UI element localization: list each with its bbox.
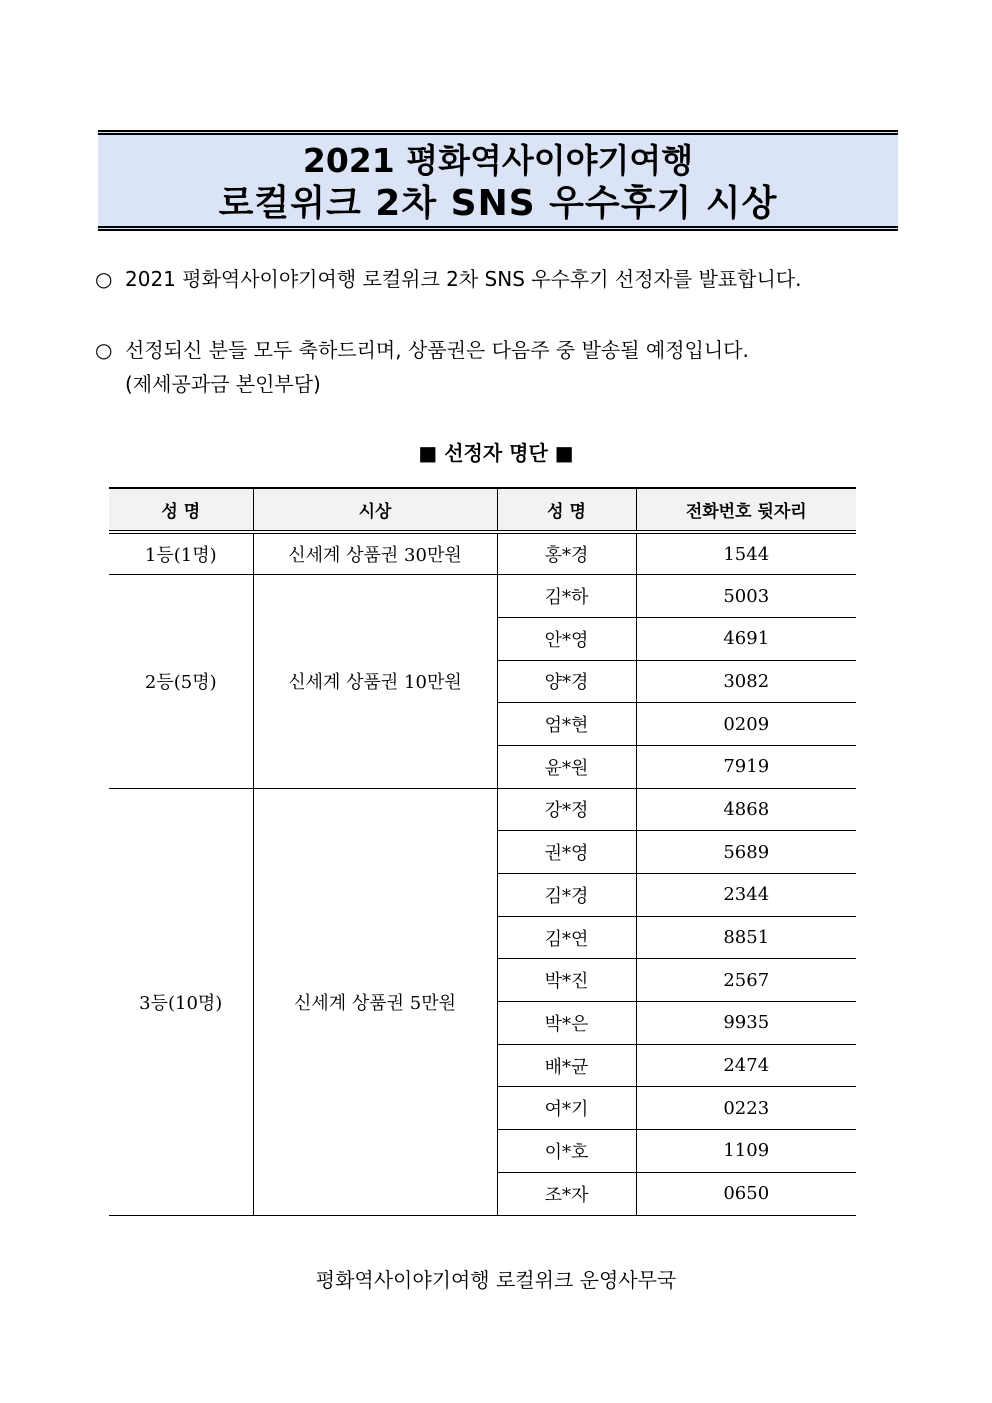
phone-suffix-cell: 0223 bbox=[636, 1087, 856, 1130]
notice-text: 선정되신 분들 모두 축하드리며, 상품권은 다음주 중 발송될 예정입니다. bbox=[125, 338, 749, 362]
phone-suffix-cell: 4691 bbox=[636, 617, 856, 660]
phone-suffix-cell: 2344 bbox=[636, 874, 856, 917]
winner-name-cell: 김*경 bbox=[497, 874, 636, 917]
table-row bbox=[109, 575, 856, 618]
winner-name-cell: 윤*원 bbox=[497, 745, 636, 788]
winners-table-body bbox=[109, 532, 856, 1215]
header-phone: 전화번호 뒷자리 bbox=[636, 488, 856, 532]
phone-suffix-cell: 7919 bbox=[636, 745, 856, 788]
rank-cell: 1등(1명) bbox=[109, 532, 253, 575]
phone-suffix-cell: 1109 bbox=[636, 1130, 856, 1173]
winner-name-cell: 안*영 bbox=[497, 617, 636, 660]
table-header-row bbox=[109, 488, 856, 532]
header-prize: 시상 bbox=[253, 488, 497, 532]
winner-name-cell: 여*기 bbox=[497, 1087, 636, 1130]
phone-suffix-cell: 4868 bbox=[636, 788, 856, 831]
winner-name-cell: 김*연 bbox=[497, 916, 636, 959]
winner-name-cell: 강*정 bbox=[497, 788, 636, 831]
winner-name-cell: 김*하 bbox=[497, 575, 636, 618]
phone-suffix-cell: 8851 bbox=[636, 916, 856, 959]
notice-tax-note: (제세공과금 본인부담) bbox=[125, 372, 321, 396]
phone-suffix-cell: 5003 bbox=[636, 575, 856, 618]
phone-suffix-cell: 0650 bbox=[636, 1172, 856, 1215]
winner-name-cell: 조*자 bbox=[497, 1172, 636, 1215]
circle-bullet-icon: ○ bbox=[95, 267, 113, 291]
notice-text: 2021 평화역사이야기여행 로컬위크 2차 SNS 우수후기 선정자를 발표합니다. bbox=[125, 267, 802, 291]
phone-suffix-cell: 9935 bbox=[636, 1002, 856, 1045]
notice-announcement bbox=[95, 265, 801, 293]
rank-cell: 3등(10명) bbox=[109, 788, 253, 1215]
circle-bullet-icon: ○ bbox=[95, 338, 113, 362]
table-row bbox=[109, 788, 856, 831]
phone-suffix-cell: 0209 bbox=[636, 703, 856, 746]
winner-name-cell: 박*은 bbox=[497, 1002, 636, 1045]
title-banner bbox=[98, 130, 898, 231]
header-rank: 성 명 bbox=[109, 488, 253, 532]
winner-name-cell: 권*영 bbox=[497, 831, 636, 874]
winner-name-cell: 양*경 bbox=[497, 660, 636, 703]
footer-organizer: 평화역사이야기여행 로컬위크 운영사무국 bbox=[315, 1268, 677, 1292]
table-row bbox=[109, 532, 856, 575]
rank-cell: 2등(5명) bbox=[109, 575, 253, 788]
winner-name-cell: 엄*현 bbox=[497, 703, 636, 746]
winner-name-cell: 배*균 bbox=[497, 1044, 636, 1087]
prize-cell: 신세계 상품권 30만원 bbox=[253, 532, 497, 575]
phone-suffix-cell: 2567 bbox=[636, 959, 856, 1002]
winner-name-cell: 박*진 bbox=[497, 959, 636, 1002]
winners-table bbox=[109, 487, 856, 1216]
prize-cell: 신세계 상품권 5만원 bbox=[253, 788, 497, 1215]
phone-suffix-cell: 1544 bbox=[636, 532, 856, 575]
winner-name-cell: 이*호 bbox=[497, 1130, 636, 1173]
notice-delivery bbox=[95, 336, 749, 364]
winner-name-cell: 홍*경 bbox=[497, 532, 636, 575]
prize-cell: 신세계 상품권 10만원 bbox=[253, 575, 497, 788]
phone-suffix-cell: 3082 bbox=[636, 660, 856, 703]
phone-suffix-cell: 2474 bbox=[636, 1044, 856, 1087]
title-line-1: 2021 평화역사이야기여행 bbox=[302, 141, 694, 180]
title-line-2: 로컬위크 2차 SNS 우수후기 시상 bbox=[218, 183, 778, 224]
phone-suffix-cell: 5689 bbox=[636, 831, 856, 874]
winner-list-heading: ■ 선정자 명단 ■ bbox=[418, 441, 574, 465]
header-name: 성 명 bbox=[497, 488, 636, 532]
